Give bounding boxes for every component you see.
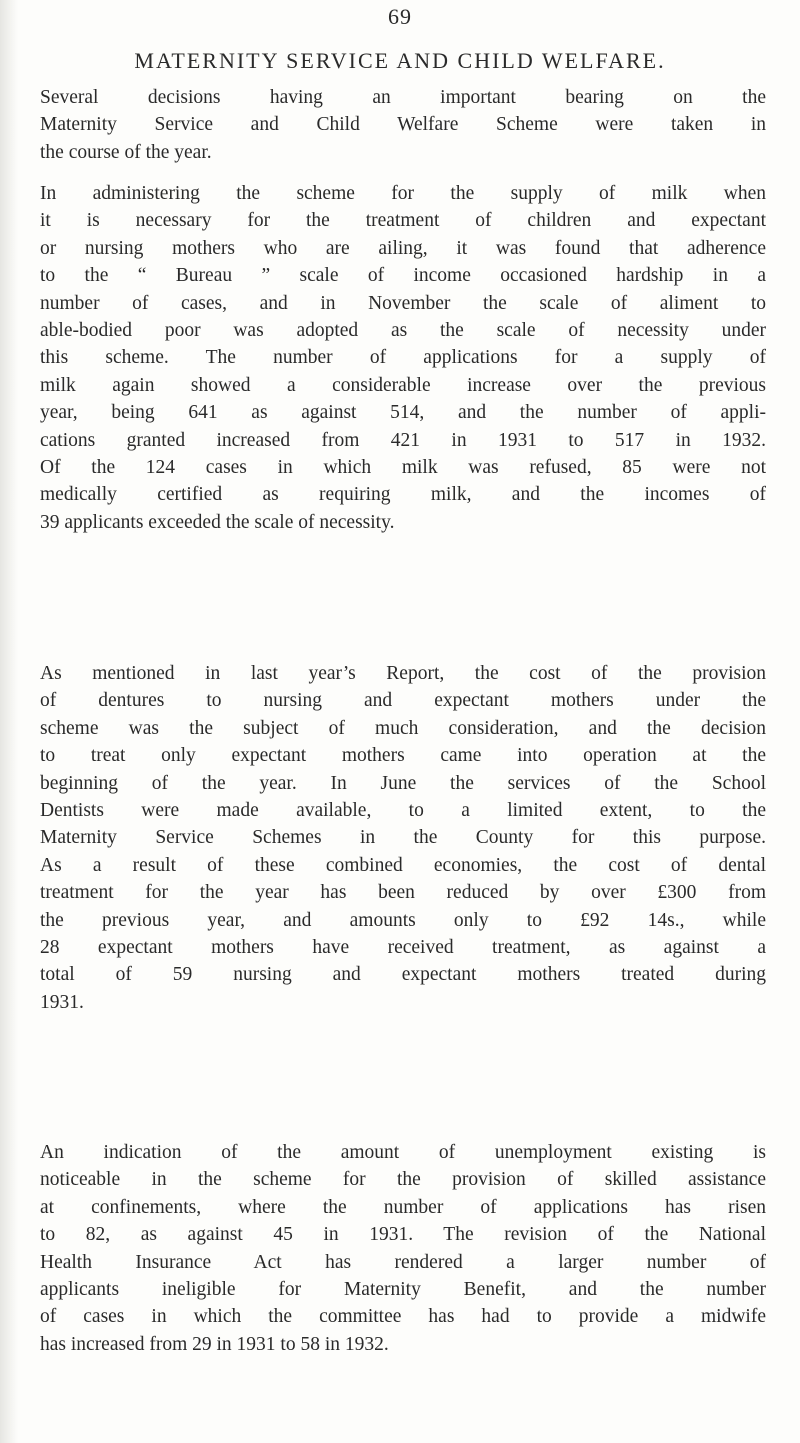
text-line: An indication of the amount of unemployment existing is xyxy=(40,1142,766,1163)
paragraph-decisions xyxy=(40,84,766,166)
text-line: In administering the scheme for the supply of milk when xyxy=(40,183,766,204)
text-line: milk again showed a considerable increase over the previous xyxy=(40,374,766,396)
text-line: to treat only expectant mothers came into operation at the xyxy=(40,745,766,767)
text-line: able-bodied poor was adopted as the scale of necessity under xyxy=(40,320,766,342)
text-line: 1931. xyxy=(40,991,84,1013)
text-line: Maternity Service and Child Welfare Scheme were taken in xyxy=(40,114,766,136)
text-line: number of cases, and in November the scale of aliment to xyxy=(40,292,766,314)
text-line: to the “ Bureau ” scale of income occasioned hardship in a xyxy=(40,265,766,287)
paragraph-dental-treatment xyxy=(40,660,766,1016)
text-line: 28 expectant mothers have received treatment, as against a xyxy=(40,937,766,959)
text-line: 39 applicants exceeded the scale of necessity. xyxy=(40,511,395,533)
text-line: As a result of these combined economies, the cost of dental xyxy=(40,854,766,876)
text-line: it is necessary for the treatment of children and expectant xyxy=(40,210,766,232)
binding-shadow xyxy=(0,0,18,1443)
text-line: of dentures to nursing and expectant mothers under the xyxy=(40,690,766,712)
page-number: 69 xyxy=(388,4,412,29)
text-line: applicants ineligible for Maternity Benefit, and the number xyxy=(40,1279,766,1301)
text-line: the course of the year. xyxy=(40,141,212,163)
section-heading: MATERNITY SERVICE AND CHILD WELFARE. xyxy=(134,48,666,73)
text-line: or nursing mothers who are ailing, it was found that adherence xyxy=(40,237,766,259)
text-line: Several decisions having an important bearing on the xyxy=(40,87,766,108)
text-line: total of 59 nursing and expectant mothers treated during xyxy=(40,964,766,986)
text-line: cations granted increased from 421 in 1931 to 517 in 1932. xyxy=(40,429,766,451)
paragraph-unemployment xyxy=(40,1139,766,1358)
text-line: scheme was the subject of much consideration, and the decision xyxy=(40,717,766,739)
text-line: Dentists were made available, to a limited extent, to the xyxy=(40,800,766,822)
text-line: treatment for the year has been reduced by over £300 from xyxy=(40,882,766,904)
text-line: beginning of the year. In June the services of the School xyxy=(40,772,766,794)
text-line: Maternity Service Schemes in the County for this purpose. xyxy=(40,827,766,849)
text-line: to 82, as against 45 in 1931. The revision of the National xyxy=(40,1224,766,1246)
text-line: this scheme. The number of applications for a supply of xyxy=(40,347,766,369)
text-line: of cases in which the committee has had to provide a midwife xyxy=(40,1306,766,1328)
text-line: has increased from 29 in 1931 to 58 in 1932. xyxy=(40,1333,389,1355)
text-line: noticeable in the scheme for the provision of skilled assistance xyxy=(40,1169,766,1191)
text-line: As mentioned in last year’s Report, the cost of the provision xyxy=(40,663,766,684)
text-line: at confinements, where the number of applications has risen xyxy=(40,1196,766,1218)
text-line: year, being 641 as against 514, and the number of appli- xyxy=(40,402,766,424)
text-line: medically certified as requiring milk, and the incomes of xyxy=(40,484,766,506)
text-line: the previous year, and amounts only to £92 14s., while xyxy=(40,909,766,931)
text-line: Of the 124 cases in which milk was refused, 85 were not xyxy=(40,457,766,479)
text-line: Health Insurance Act has rendered a larger number of xyxy=(40,1251,766,1273)
paragraph-milk-supply xyxy=(40,180,766,536)
